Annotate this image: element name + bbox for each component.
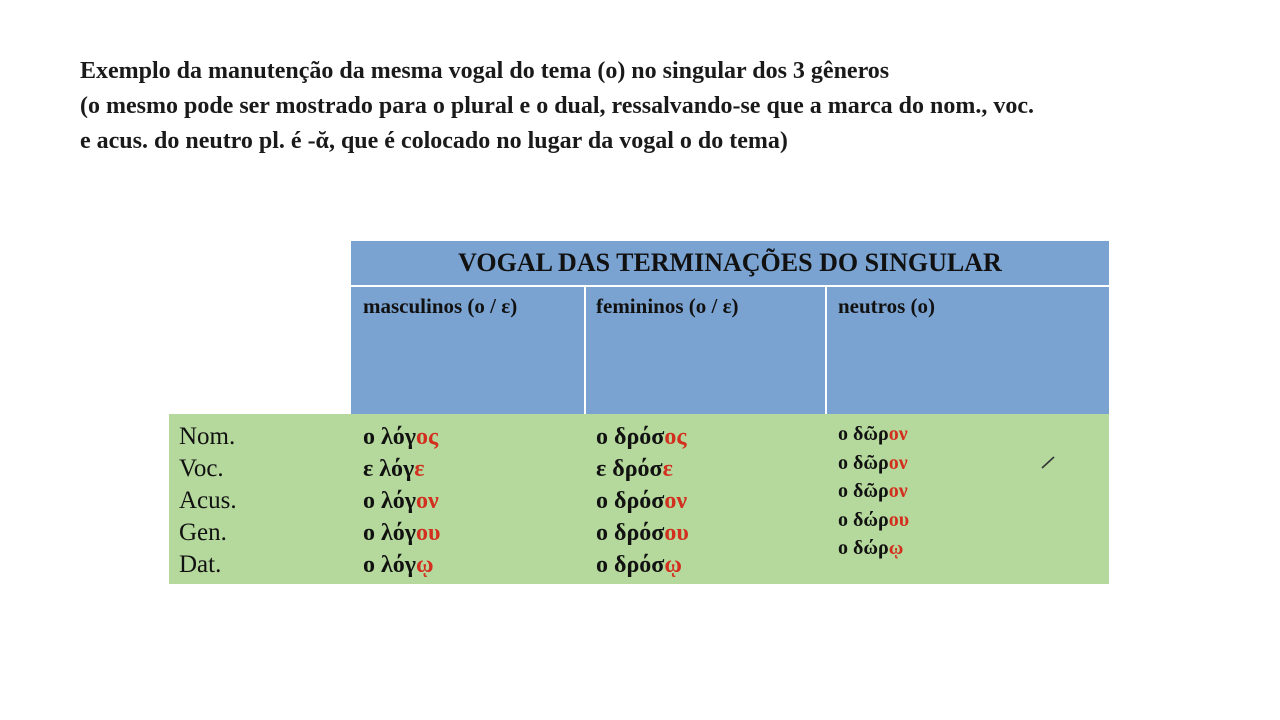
case-label: Nom. [179,423,236,450]
form-stem: ο δῶρ [838,423,889,445]
form-ending: ον [888,423,908,445]
form-stem: ο δῶρ [838,480,889,502]
form-stem: ο δρόσ [596,552,665,578]
form-stem: ο δώρ [838,508,889,531]
form-stem: ο λόγ [363,424,417,450]
form-stem: ο δώρ [838,537,889,559]
form-ending: ον [664,488,688,514]
heading-line-3: e acus. do neutro pl. é -ᾰ, que é colocado no lugar da vogal o do tema) [80,128,788,154]
form-cell [838,534,909,563]
masculine-forms [363,421,440,581]
form-ending: ου [416,520,441,546]
pen-cursor-icon [1040,455,1056,469]
slide-heading [80,54,1250,159]
header-divider [351,285,1109,287]
heading-line-1: Exemplo da manutenção da mesma vogal do tema (o) no singular dos 3 gêneros [80,58,890,84]
case-label: Acus. [179,487,237,514]
form-cell [363,453,440,485]
form-ending: ε [414,456,425,482]
form-ending: ος [416,424,439,450]
form-cell [838,506,909,535]
form-stem: ε δρόσ [596,456,663,482]
form-stem: ο λόγ [363,520,417,546]
form-ending: ου [888,508,910,531]
form-cell [596,549,689,581]
form-stem: ο δῶρ [838,451,889,474]
form-ending: ος [664,424,687,450]
form-cell [838,477,909,506]
form-stem: ο λόγ [363,488,417,514]
form-cell [838,420,909,449]
form-ending: ῳ [664,552,682,578]
column-header-masculine: masculinos (o / ε) [363,294,518,318]
table-title: VOGAL DAS TERMINAÇÕES DO SINGULAR [458,248,1002,277]
column-header-feminine: femininos (o / ε) [596,294,739,318]
column-header-neuter: neutros (o) [838,294,936,318]
form-ending: ον [888,451,908,474]
form-cell [363,517,440,549]
form-stem: ο δρόσ [596,488,665,514]
form-ending: ῳ [888,537,904,559]
neuter-forms [838,420,909,563]
case-label: Voc. [179,455,224,482]
feminine-forms [596,421,689,581]
form-ending: ου [664,520,689,546]
form-cell [596,453,689,485]
form-stem: ο δρόσ [596,424,665,450]
form-ending: ον [416,488,439,514]
form-stem: ο δρόσ [596,520,665,546]
form-cell [363,549,440,581]
form-stem: ο λόγ [363,552,417,578]
form-ending: ῳ [416,552,434,578]
form-cell [596,517,689,549]
form-cell [363,421,440,453]
case-label: Gen. [179,519,227,546]
form-cell [596,485,689,517]
form-cell [596,421,689,453]
form-cell [363,485,440,517]
form-ending: ον [888,480,908,502]
form-cell [838,449,909,478]
form-ending: ε [662,456,673,482]
case-labels [179,421,237,581]
heading-line-2: (o mesmo pode ser mostrado para o plural e o dual, ressalvando-se que a marca do nom., voc. [80,93,1034,119]
case-label: Dat. [179,551,222,578]
form-stem: ε λόγ [363,456,415,482]
